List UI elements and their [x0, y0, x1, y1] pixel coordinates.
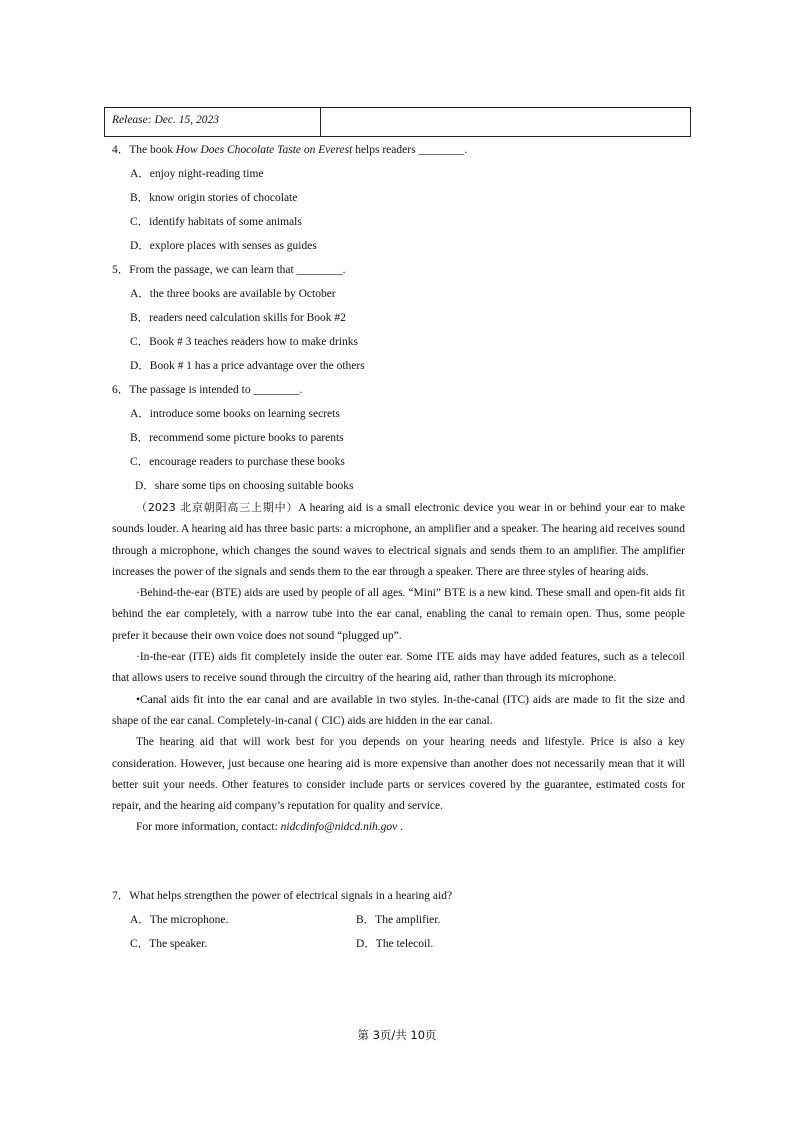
q6-option-a[interactable]: A．introduce some books on learning secrets [130, 408, 340, 420]
q5-option-d[interactable]: D．Book # 1 has a price advantage over the others [130, 360, 365, 372]
q4-option-b[interactable]: B．know origin stories of chocolate [130, 192, 298, 204]
passage-bte: ·Behind-the-ear (BTE) aids are used by people of all ages. “Mini” BTE is a new kind. These small and open-fit aids fit behind the ear completely, with a narrow tube into the ear canal, enabling the canal to remain open. Thus, some people prefer it because their own voice does not sound “plugged up”. [112, 587, 685, 642]
empty-cell [321, 108, 690, 136]
passage-choice: The hearing aid that will work best for you depends on your hearing needs and lifestyle. Price is also a key consideration. However, just because one hearing aid is more expensive than another does not necessarily mean that it will better suit your needs. Other features to consider include parts or services covered by the guarantee, estimated costs for repair, and the hearing aid company’s reputation for quality and service. [112, 736, 685, 813]
passage-canal: •Canal aids fit into the ear canal and are available in two styles. In-the-canal (ITC) aids are made to fit the size and shape of the ear canal. Completely-in-canal ( CIC) aids are hidden in the ear canal. [112, 693, 685, 727]
q7-option-a[interactable]: A．The microphone. [130, 914, 229, 926]
q7-option-d[interactable]: D．The telecoil. [356, 938, 434, 950]
q6-option-c[interactable]: C．encourage readers to purchase these books [130, 456, 345, 468]
passage-source: （2023 北京朝阳高三上期中） [136, 501, 299, 514]
question-5-stem: 5．From the passage, we can learn that ________. [112, 264, 346, 276]
book-title: How Does Chocolate Taste on Everest [175, 144, 353, 156]
q4-option-d[interactable]: D．explore places with senses as guides [130, 240, 317, 252]
q7-option-c[interactable]: C．The speaker. [130, 938, 208, 950]
q5-option-b[interactable]: B．readers need calculation skills for Book #2 [130, 312, 346, 324]
contact-email[interactable]: nidcdinfo@nidcd.nih.gov [280, 821, 398, 834]
q6-option-d[interactable]: D．share some tips on choosing suitable books [135, 480, 354, 492]
passage-intro: （2023 北京朝阳高三上期中）A hearing aid is a small electronic device you wear in or behind your ear to make sounds louder. A hearing aid has three basic parts: a microphone, an amplifier and a speaker. The hearing aid receives sound through a microphone, which changes the sound waves to electrical signals and sends them to an amplifier. The amplifier increases the power of the signals and sends them to the ear through a speaker. There are three styles of hearing aids. [112, 501, 685, 578]
question-6-stem: 6．The passage is intended to ________. [112, 384, 303, 396]
passage-ite: ·In-the-ear (ITE) aids fit completely inside the outer ear. Some ITE aids may have added features, such as a telecoil that allows users to receive sound through the circuitry of the hearing aid, rather than through its microphone. [112, 651, 685, 685]
q4-option-c[interactable]: C．identify habitats of some animals [130, 216, 302, 228]
q5-option-c[interactable]: C．Book # 3 teaches readers how to make drinks [130, 336, 359, 348]
release-date: Release: Dec. 15, 2023 [105, 108, 321, 136]
question-4-stem: 4．The book How Does Chocolate Taste on Everest helps readers ________. [112, 144, 468, 156]
reading-passage [112, 497, 685, 839]
q6-option-b[interactable]: B．recommend some picture books to parents [130, 432, 344, 444]
release-table [104, 107, 691, 137]
q5-option-a[interactable]: A．the three books are available by October [130, 288, 336, 300]
passage-contact: For more information, contact: nidcdinfo@nidcd.nih.gov . [136, 821, 404, 834]
page-footer: 第 3页/共 10页 [357, 1028, 437, 1042]
q4-option-a[interactable]: A．enjoy night-reading time [130, 168, 264, 180]
q7-option-b[interactable]: B．The amplifier. [356, 914, 441, 926]
question-7-stem: 7．What helps strengthen the power of electrical signals in a hearing aid? [112, 890, 453, 902]
